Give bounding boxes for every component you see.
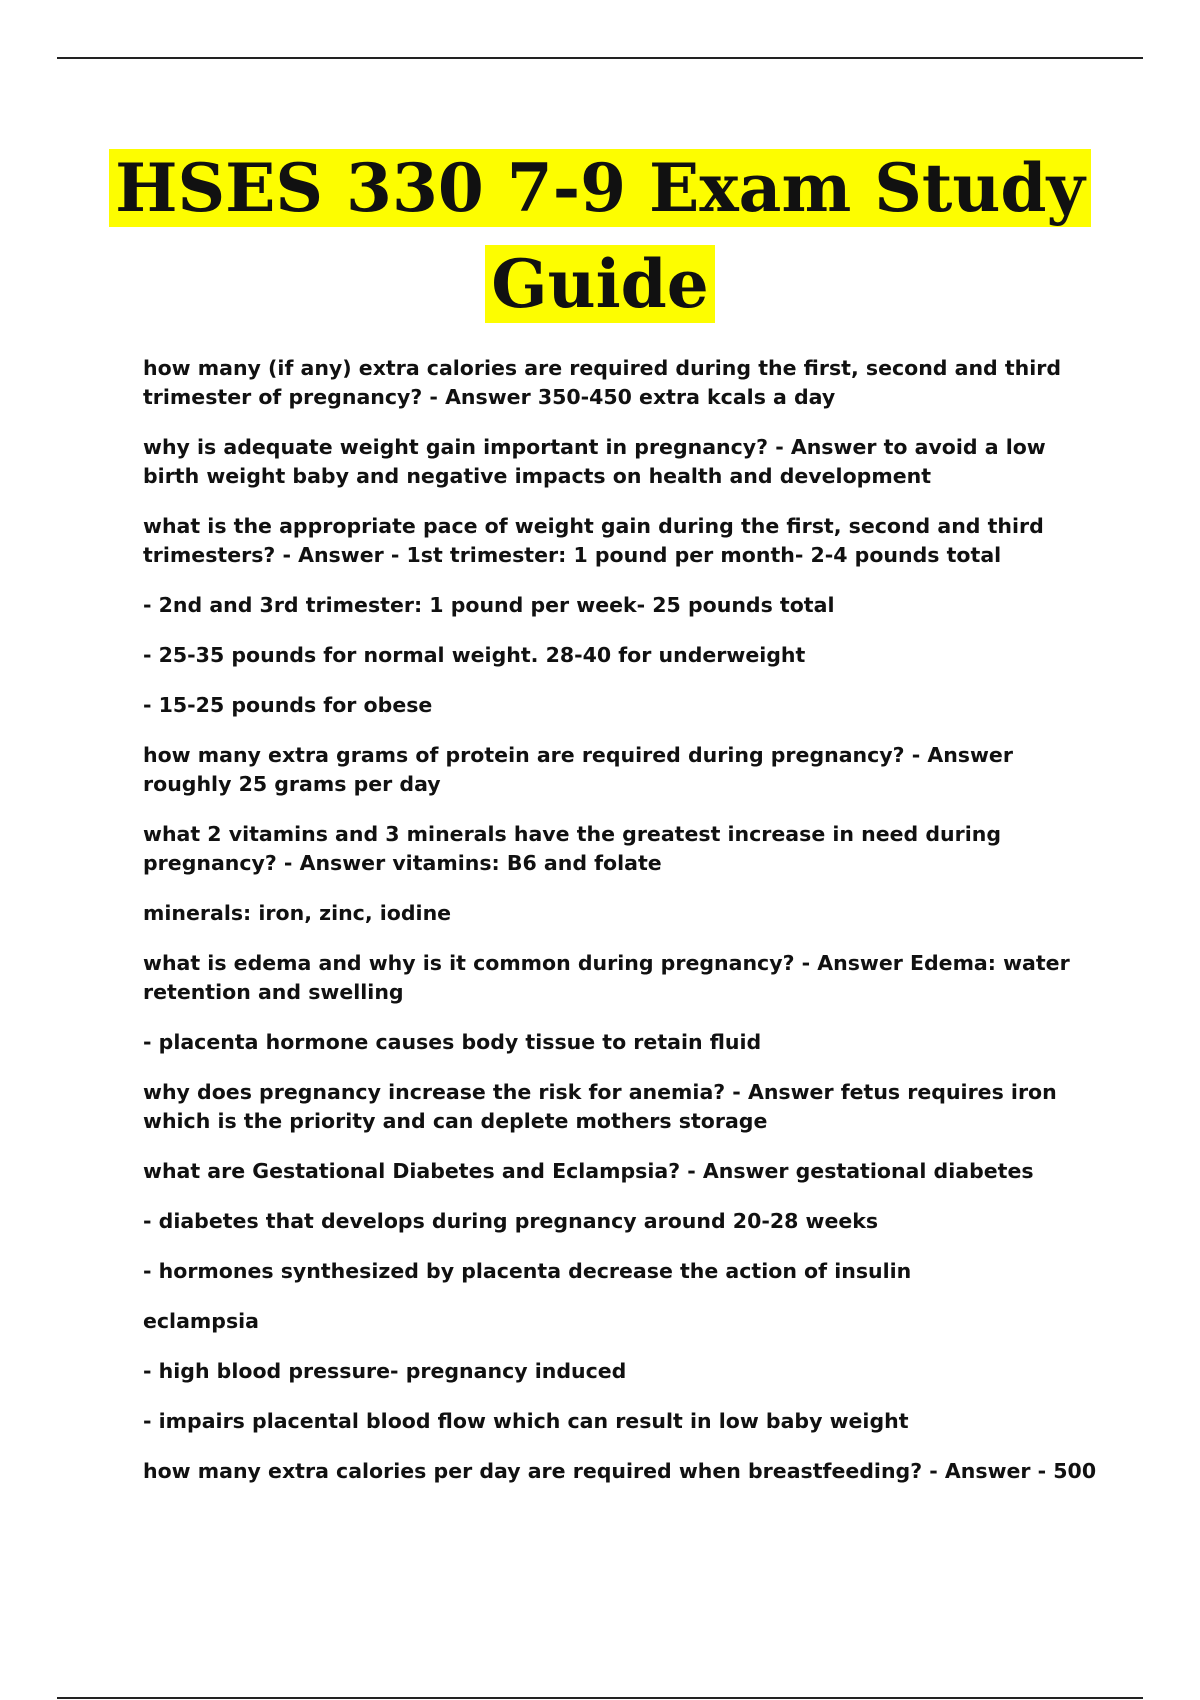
paragraph: what is edema and why is it common during pregnancy? - Answer Edema: water retention and swelling bbox=[143, 951, 1070, 1004]
title-line-2: Guide bbox=[485, 245, 715, 323]
paragraph: - placenta hormone causes body tissue to retain fluid bbox=[143, 1030, 762, 1054]
paragraph: minerals: iron, zinc, iodine bbox=[143, 901, 452, 925]
paragraph: eclampsia bbox=[143, 1309, 260, 1333]
paragraph: - high blood pressure- pregnancy induced bbox=[143, 1359, 627, 1383]
paragraph: what 2 vitamins and 3 minerals have the greatest increase in need during pregnancy? - Answer vitamins: B6 and folate bbox=[143, 822, 1002, 875]
paragraph: - 25-35 pounds for normal weight. 28-40 for underweight bbox=[143, 643, 806, 667]
page-title bbox=[0, 140, 1200, 332]
paragraph: how many (if any) extra calories are required during the first, second and third trimester of pregnancy? - Answer 350-450 extra kcals a day bbox=[143, 356, 1062, 409]
title-line-1: HSES 330 7-9 Exam Study bbox=[109, 149, 1091, 227]
paragraph: why does pregnancy increase the risk for anemia? - Answer fetus requires iron which is the priority and can deplete mothers storage bbox=[143, 1080, 1057, 1133]
paragraph: - hormones synthesized by placenta decrease the action of insulin bbox=[143, 1259, 912, 1283]
paragraph: why is adequate weight gain important in pregnancy? - Answer to avoid a low birth weight baby and negative impacts on health and development bbox=[143, 435, 1046, 488]
study-guide-body bbox=[143, 354, 1098, 1507]
paragraph: what are Gestational Diabetes and Eclampsia? - Answer gestational diabetes bbox=[143, 1159, 1034, 1183]
top-rule bbox=[57, 57, 1143, 59]
paragraph: - 15-25 pounds for obese bbox=[143, 693, 433, 717]
paragraph: how many extra grams of protein are required during pregnancy? - Answer roughly 25 grams per day bbox=[143, 743, 1013, 796]
bottom-rule bbox=[57, 1697, 1143, 1699]
paragraph: - 2nd and 3rd trimester: 1 pound per week- 25 pounds total bbox=[143, 593, 835, 617]
paragraph: what is the appropriate pace of weight gain during the first, second and third trimesters? - Answer - 1st trimester: 1 pound per month- 2-4 pounds total bbox=[143, 514, 1044, 567]
paragraph: - diabetes that develops during pregnancy around 20-28 weeks bbox=[143, 1209, 879, 1233]
paragraph: - impairs placental blood flow which can result in low baby weight bbox=[143, 1409, 909, 1433]
paragraph: how many extra calories per day are required when breastfeeding? - Answer - 500 bbox=[143, 1459, 1097, 1483]
